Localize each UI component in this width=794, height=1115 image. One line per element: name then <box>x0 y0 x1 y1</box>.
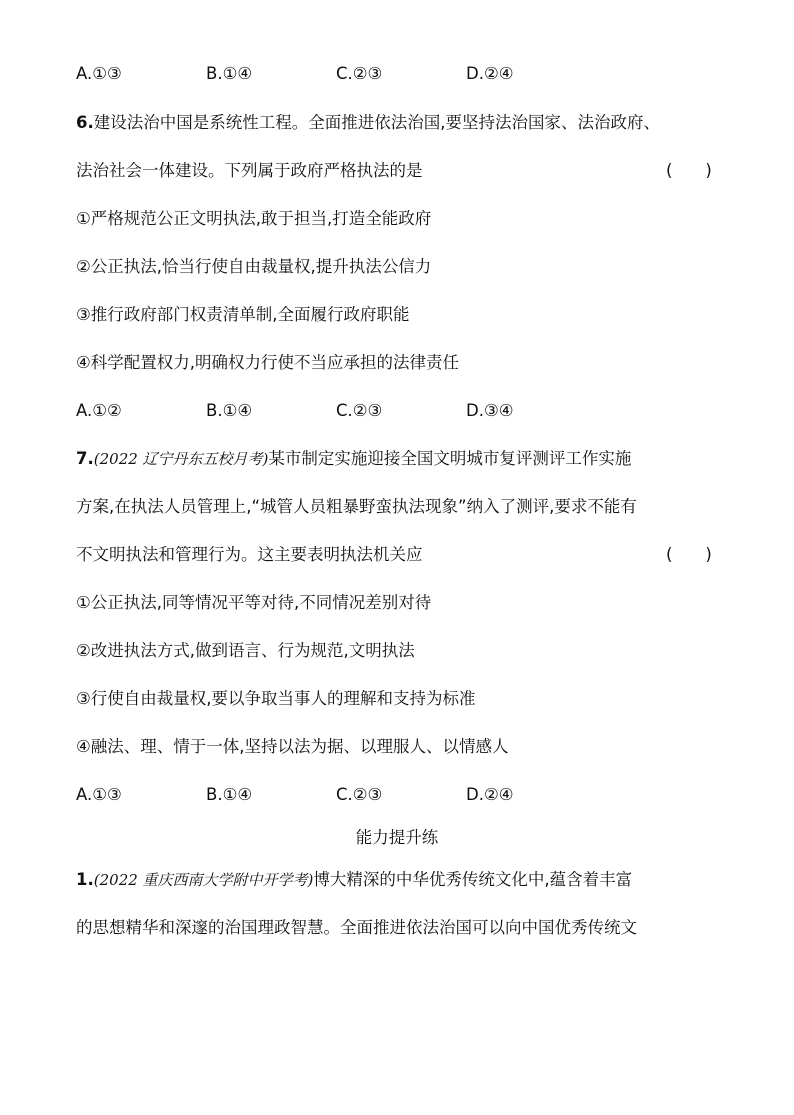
p1-number: 1. <box>76 870 94 889</box>
q5-option-b[interactable]: B.①④ <box>206 64 253 83</box>
q5-option-c[interactable]: C.②③ <box>336 64 383 83</box>
q6-stem-line1: 6.建设法治中国是系统性工程。全面推进依法治国,要坚持法治国家、法治政府、 <box>76 113 660 132</box>
q7-stem-line1: 7.(2022 辽宁丹东五校月考)某市制定实施迎接全国文明城市复评测评工作实施 <box>76 449 632 468</box>
q6-item-1: ①严格规范公正文明执法,敢于担当,打造全能政府 <box>76 209 432 228</box>
q6-option-b[interactable]: B.①④ <box>206 401 253 420</box>
section-title: 能力提升练 <box>355 828 439 847</box>
q7-option-d[interactable]: D.②④ <box>466 785 514 804</box>
q7-source: (2022 辽宁丹东五校月考) <box>93 450 269 468</box>
q7-stem-line2: 方案,在执法人员管理上,“城管人员粗暴野蛮执法现象”纳入了测评,要求不能有 <box>76 497 637 516</box>
q6-number: 6. <box>76 113 94 132</box>
q7-option-a[interactable]: A.①③ <box>76 785 122 804</box>
q7-stem-line3: 不文明执法和管理行为。这主要表明执法机关应 <box>76 545 423 564</box>
q6-option-d[interactable]: D.③④ <box>466 401 514 420</box>
q7-number: 7. <box>76 449 94 468</box>
q7-option-c[interactable]: C.②③ <box>336 785 383 804</box>
q6-item-2: ②公正执法,恰当行使自由裁量权,提升执法公信力 <box>76 257 432 276</box>
q5-options <box>76 62 596 86</box>
q5-option-d[interactable]: D.②④ <box>466 64 514 83</box>
q7-options <box>76 783 596 807</box>
q6-stem-line2: 法治社会一体建设。下列属于政府严格执法的是 <box>76 161 423 180</box>
q6-options <box>76 399 596 423</box>
q7-item-1: ①公正执法,同等情况平等对待,不同情况差别对待 <box>76 593 432 612</box>
q7-option-b[interactable]: B.①④ <box>206 785 253 804</box>
q7-answer-paren[interactable]: ( ) <box>666 545 712 564</box>
q5-option-a[interactable]: A.①③ <box>76 64 122 83</box>
p1-source: (2022 重庆西南大学附中开学考) <box>93 871 314 889</box>
q6-answer-paren[interactable]: ( ) <box>666 161 712 180</box>
q6-item-3: ③推行政府部门权责清单制,全面履行政府职能 <box>76 305 410 324</box>
q7-item-4: ④融法、理、情于一体,坚持以法为据、以理服人、以情感人 <box>76 737 509 756</box>
q6-option-a[interactable]: A.①② <box>76 401 122 420</box>
q6-option-c[interactable]: C.②③ <box>336 401 383 420</box>
q6-item-4: ④科学配置权力,明确权力行使不当应承担的法律责任 <box>76 353 460 372</box>
p1-stem-line1: 1.(2022 重庆西南大学附中开学考)博大精深的中华优秀传统文化中,蕴含着丰富 <box>76 870 633 889</box>
q7-item-3: ③行使自由裁量权,要以争取当事人的理解和支持为标准 <box>76 689 476 708</box>
q7-item-2: ②改进执法方式,做到语言、行为规范,文明执法 <box>76 641 415 660</box>
p1-stem-line2: 的思想精华和深邃的治国理政智慧。全面推进依法治国可以向中国优秀传统文 <box>76 918 637 937</box>
